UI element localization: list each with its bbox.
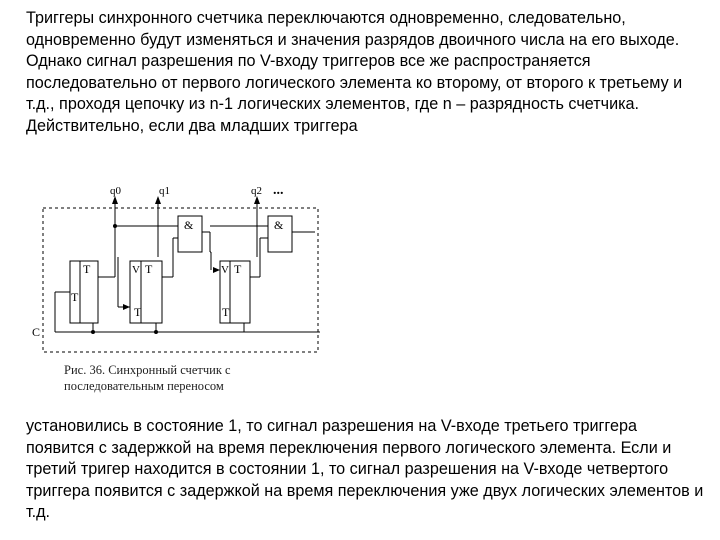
figure-caption-line-2: последовательным переносом [64,379,224,393]
output-q2-label: q2 [251,185,262,197]
figure-caption-line-1: Рис. 36. Синхронный счетчик с [64,363,231,377]
svg-text:&: & [274,218,284,232]
trigger-3-input-label: T [222,305,230,319]
trigger-3-v-label: V [221,264,229,276]
and-gate-2 [268,216,292,252]
trigger-2 [130,261,162,323]
figure-caption [64,362,304,394]
trigger-1-input-label: T [71,290,79,304]
trigger-1 [70,261,98,323]
trigger-2-input-label: T [134,305,142,319]
trigger-3 [220,261,250,323]
output-q0-label: q0 [110,185,121,197]
and-gate-1 [178,216,202,252]
svg-text:&: & [184,218,194,232]
output-q1-label: q1 [159,185,170,197]
counter-circuit-diagram [30,182,330,392]
output-ellipsis: ... [273,183,284,198]
trigger-2-v-label: V [132,264,140,276]
clock-label: C [32,325,41,339]
trigger-3-label: T [234,262,242,276]
paragraph-bottom: установились в состояние 1, то сигнал разрешения на V-входе третьего триггера появится с задержкой на время переключения первого логического элемента. Если и третий тригер находится в состоянии 1, то сигнал разрешения на V-входе четвертого триггера появится с задержкой на время переключения уже двух логических элементов и т.д. [26,417,704,521]
trigger-2-label: T [145,262,153,276]
trigger-1-label: T [83,262,91,276]
paragraph-top: Триггеры синхронного счетчика переключаются одновременно, следовательно, одновременно будут изменяться и значения разрядов двоичного числа на его выходе. Однако сигнал разрешения по V-входу триггеров все же распространяется последовательно от первого логического элемента ко второму, от второго к третьему и т.д., проходя цепочку из n-1 логических элементов, где n – разрядность счетчика. Действительно, если два младших триггера [26,9,683,135]
